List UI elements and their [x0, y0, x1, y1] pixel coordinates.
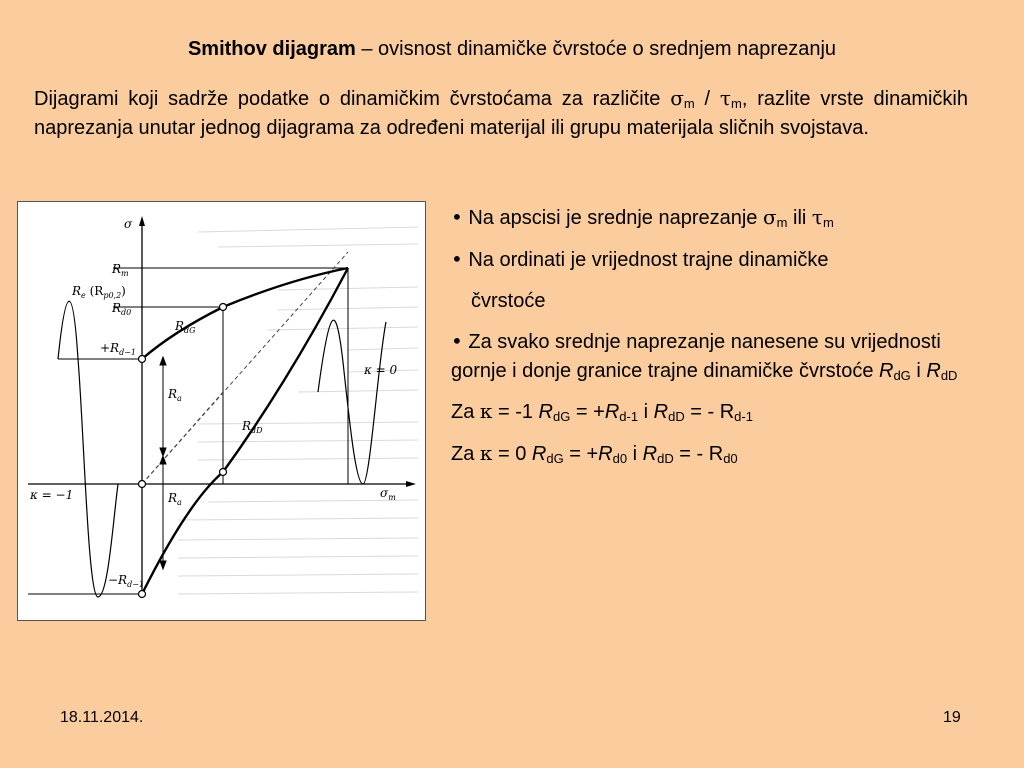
b1-sigma: σ	[762, 205, 777, 229]
diagonal-45	[142, 252, 348, 484]
bullet-dot-icon: •	[451, 329, 463, 353]
f1-r: R	[538, 401, 553, 423]
sine-kappa-0	[318, 320, 386, 484]
f2-za: Za	[451, 443, 480, 465]
label-kappa-0: κ = 0	[364, 363, 398, 377]
page-number: 19	[943, 709, 961, 726]
f1-sub: dD	[668, 409, 685, 424]
smith-diagram-figure	[17, 201, 426, 621]
f2-r: R	[642, 443, 658, 465]
bullet-dot-icon: •	[451, 247, 463, 271]
bullet-2-cont	[451, 286, 991, 317]
b2-line2: čvrstoće	[471, 290, 546, 312]
title-rest: – ovisnost dinamičke čvrstoće o srednjem naprezanju	[355, 38, 837, 60]
label-re: $R_e$ $(R_{p0,2})$	[72, 284, 126, 300]
label-plus-rd: $+R_{d-1}$	[100, 341, 137, 357]
label-ra-upper: $R_a$	[168, 387, 182, 403]
b3-r: R	[879, 360, 894, 382]
f1-sub: d-1	[619, 409, 639, 424]
slide-title	[0, 38, 1024, 61]
f1-eq: = -1	[492, 401, 539, 423]
bullet-3	[451, 327, 991, 386]
b3-sub: dG	[893, 368, 911, 383]
key-points	[139, 304, 227, 598]
label-sigma: σ	[124, 217, 133, 231]
b2-line1: Na ordinati je vrijednost trajne dinamičke	[468, 249, 829, 271]
intro-paragraph	[34, 84, 968, 143]
f1-eq3: = - R	[684, 401, 735, 423]
slash: /	[694, 88, 720, 110]
tau-symbol: τ	[719, 86, 731, 110]
b1-tau: τ	[811, 205, 823, 229]
bullet-2	[451, 244, 991, 276]
label-ra-lower: $R_a$	[168, 491, 182, 507]
b3-r: R	[926, 360, 941, 382]
b3-i: i	[910, 360, 927, 382]
label-kappa-m1: κ = −1	[30, 488, 74, 502]
label-rm: $R_m$	[112, 262, 129, 278]
f2-sub: d0	[612, 451, 628, 466]
sub-m: m	[683, 96, 695, 111]
title-bold: Smithov dijagram	[187, 38, 356, 60]
f2-kappa: κ	[479, 441, 493, 465]
sigma-symbol: σ	[670, 86, 684, 110]
f2-r: R	[531, 443, 547, 465]
f1-kappa: κ	[479, 399, 493, 423]
background-texture	[178, 227, 418, 594]
label-rdg: $R_{dG}$	[175, 319, 196, 335]
f1-r: R	[653, 401, 669, 423]
ra-upper-arrow	[160, 357, 166, 456]
f2-eq2: = +	[563, 443, 599, 465]
label-sigma-m: $\sigma_m$	[380, 486, 396, 502]
f1-r: R	[604, 401, 620, 423]
x-axis-arrow	[406, 481, 416, 487]
f1-i: i	[638, 401, 654, 423]
f1-sub: d-1	[734, 409, 753, 424]
bullet-1	[451, 202, 991, 234]
label-rd0: $R_{d0}$	[112, 301, 132, 317]
b1-text: Na apscisi je srednje naprezanje	[468, 207, 763, 229]
sub-m: m	[731, 96, 742, 111]
b3-text: Za svako srednje naprezanje nanesene su vrijednosti gornje i donje granice trajne dinamičke čvrstoće	[451, 331, 941, 382]
f1-eq2: = +	[570, 401, 605, 423]
footer-date: 18.11.2014.	[60, 709, 144, 726]
f2-sub: dG	[546, 451, 564, 466]
diagonal-lower	[142, 392, 223, 484]
f1-sub: dG	[553, 409, 571, 424]
y-axis-arrow	[139, 216, 145, 226]
smith-diagram-svg	[18, 202, 425, 620]
b1-ili: ili	[787, 207, 812, 229]
rdg-curve	[142, 268, 348, 359]
b1-sub: m	[823, 215, 834, 230]
intro-text-2: , razlite vrste dinamičkih naprezanja unutar jednog dijagrama za određeni materijal ili grupu materijala sličnih svojstava.	[34, 88, 968, 139]
intro-text-1: Dijagrami koji sadrže podatke o dinamičkim čvrstoćama za različite	[34, 88, 671, 110]
f1-za: Za	[451, 401, 480, 423]
f2-eq3: = - R	[673, 443, 724, 465]
label-minus-rd: $-R_{d-1}$	[108, 573, 145, 589]
f2-i: i	[627, 443, 643, 465]
f2-sub: dD	[657, 451, 674, 466]
f2-r: R	[598, 443, 613, 465]
formula-kappa-0	[451, 438, 991, 470]
b3-sub: dD	[940, 368, 958, 383]
f2-eq: = 0	[492, 443, 532, 465]
formula-kappa-m1	[451, 396, 991, 428]
b1-sub: m	[776, 215, 788, 230]
f2-sub: d0	[723, 451, 738, 466]
bullet-dot-icon: •	[451, 205, 463, 229]
bullet-list	[451, 202, 991, 470]
label-rdd: $R_{dD}$	[242, 419, 263, 435]
